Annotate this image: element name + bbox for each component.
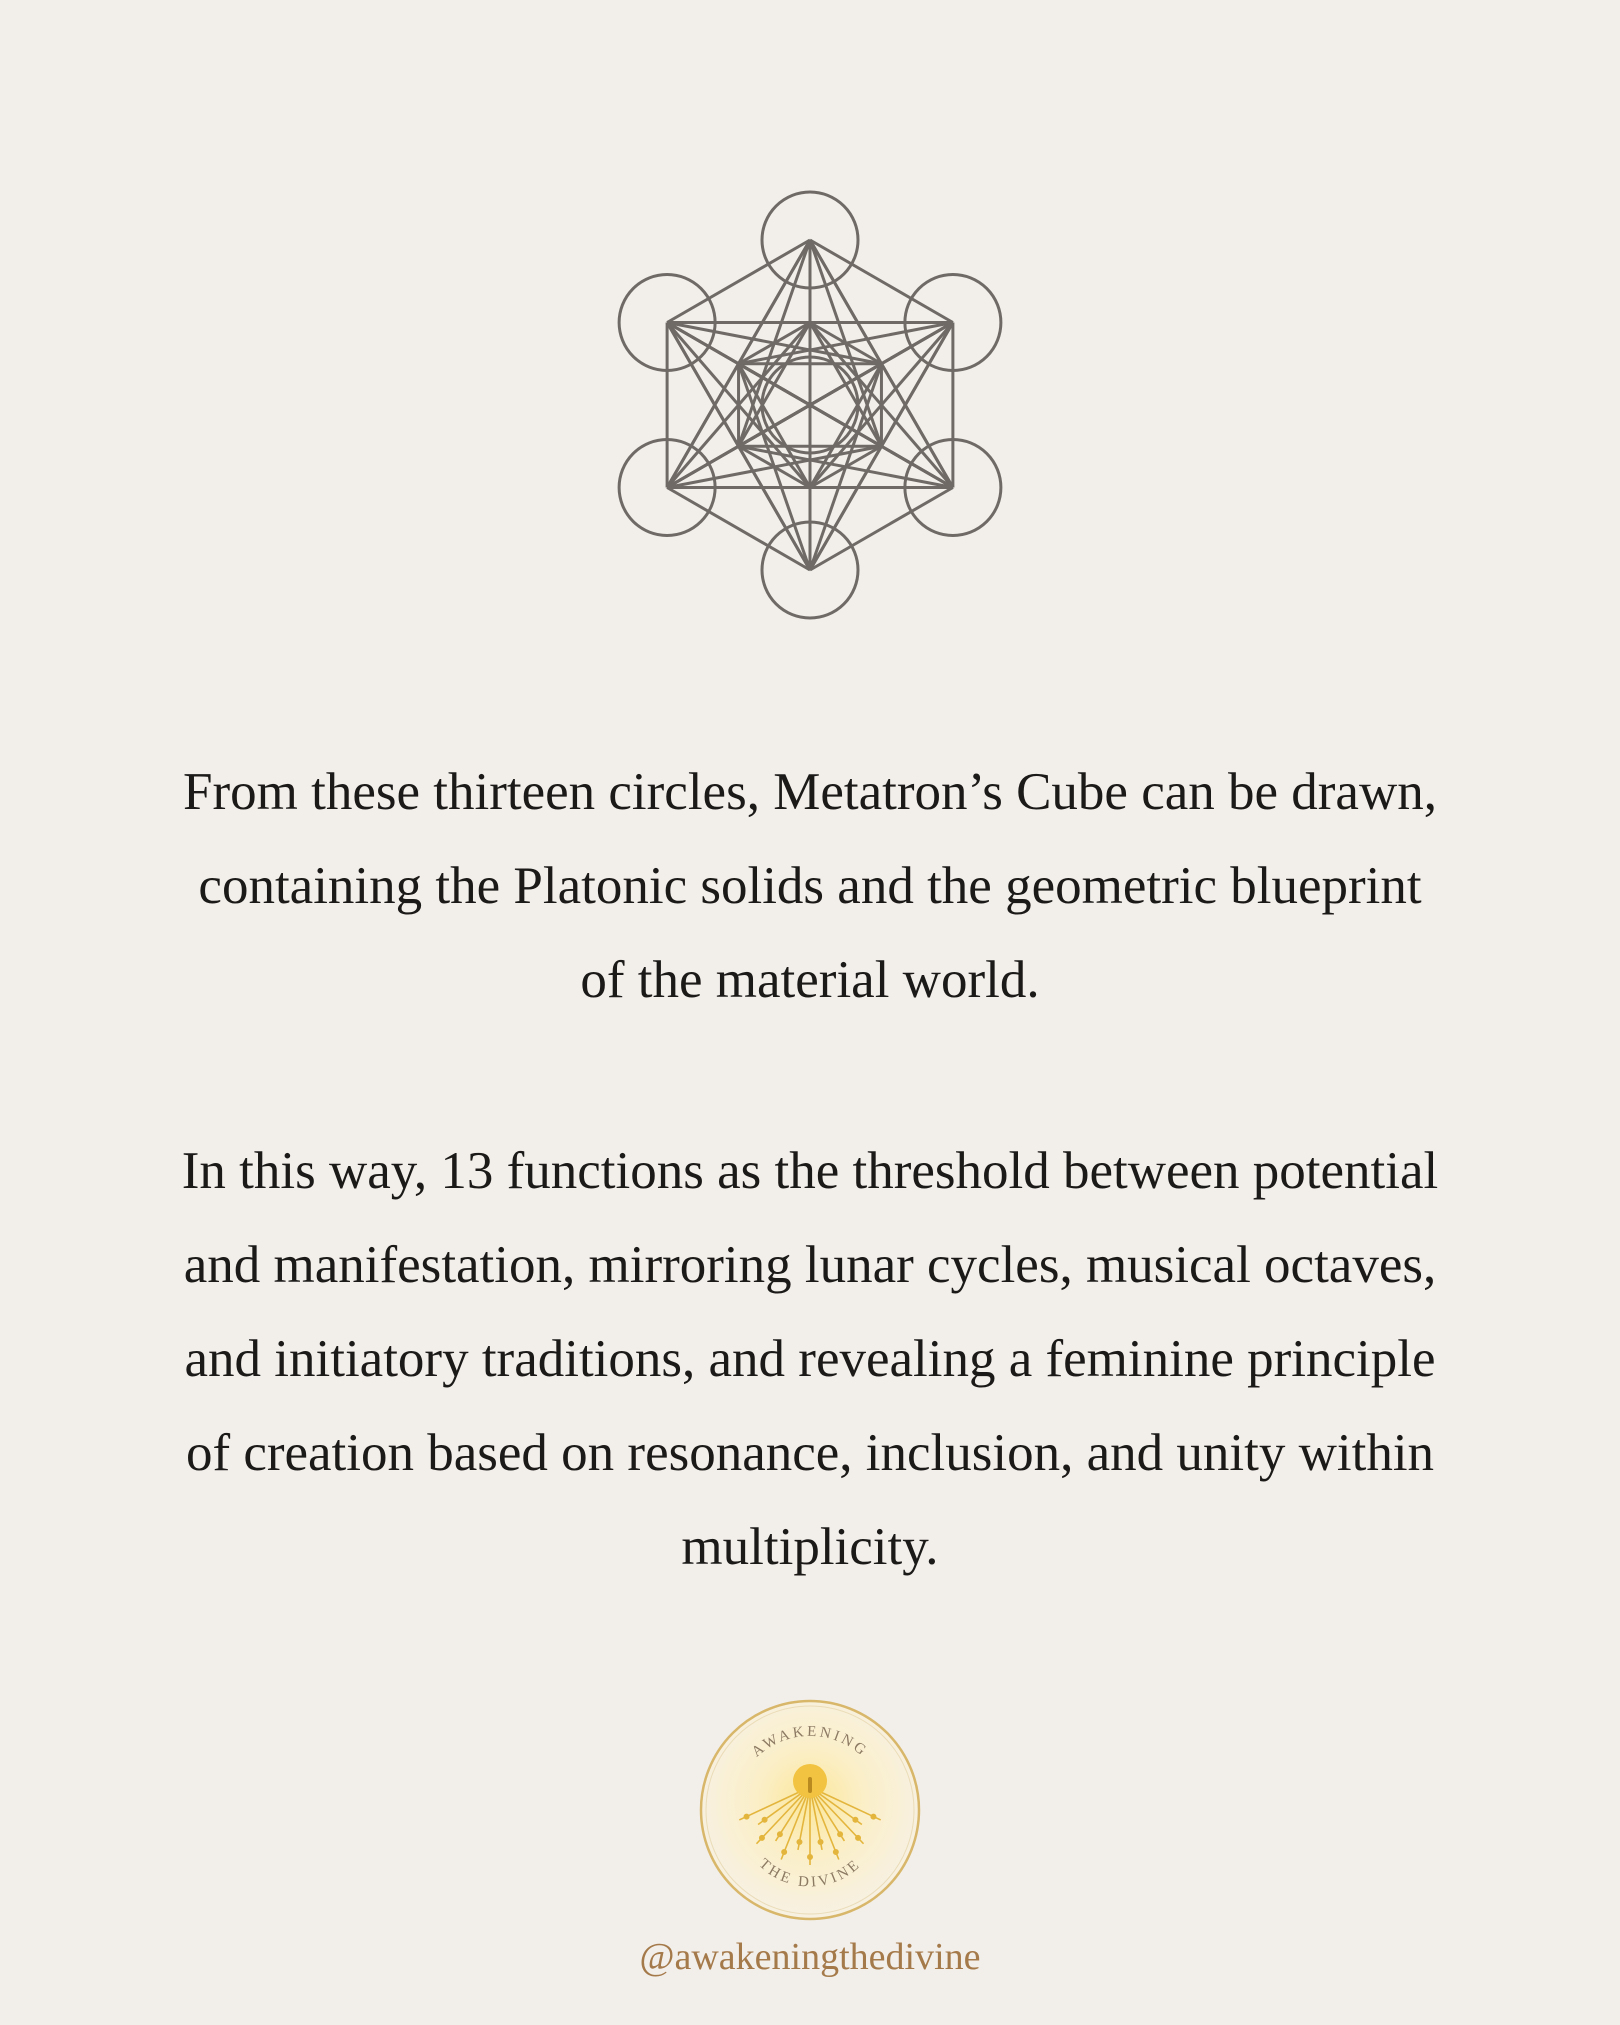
- paragraph-line: multiplicity.: [681, 1518, 939, 1576]
- paragraph-line: From these thirteen circles, Metatron’s Cube can be drawn,: [183, 763, 1437, 821]
- paragraph-metatrons-cube: [90, 745, 1530, 1027]
- paragraph-threshold: [90, 1124, 1530, 1594]
- instagram-handle: @awakeningthedivine: [639, 1936, 981, 1978]
- logo-text-top: AWAKENING: [748, 1723, 871, 1761]
- candle-flame-icon: [808, 1777, 812, 1793]
- logo-text-bottom: THE DIVINE: [755, 1855, 865, 1891]
- sun-ray-dot: [853, 1818, 857, 1822]
- sun-ray-dot: [818, 1840, 822, 1844]
- sun-ray-dot: [782, 1850, 786, 1854]
- paragraph-line: of creation based on resonance, inclusion, and unity within: [185, 1424, 1435, 1482]
- sun-ray-dot: [808, 1855, 812, 1859]
- metatrons-cube-illustration: [580, 160, 1040, 650]
- paragraph-line: containing the Platonic solids and the geometric blueprint: [198, 857, 1422, 915]
- sun-ray-dot: [778, 1832, 782, 1836]
- metatron-line: [810, 240, 953, 323]
- paragraph-line: and initiatory traditions, and revealing a feminine principle: [184, 1330, 1436, 1388]
- sun-ray-dot: [762, 1818, 766, 1822]
- metatron-line: [667, 488, 810, 571]
- paragraph-line: In this way, 13 functions as the threshold between potential: [181, 1142, 1439, 1200]
- sun-ray-dot: [744, 1814, 748, 1818]
- sun-ray-dot: [760, 1836, 764, 1840]
- paragraph-line: and manifestation, mirroring lunar cycles, musical octaves,: [183, 1236, 1437, 1294]
- sun-ray-dot: [871, 1814, 875, 1818]
- metatron-line: [667, 240, 810, 323]
- sun-ray-dot: [834, 1850, 838, 1854]
- sun-ray-dot: [838, 1832, 842, 1836]
- paragraph-line: of the material world.: [580, 951, 1040, 1009]
- awakening-the-divine-logo: [695, 1695, 925, 1925]
- sun-ray-dot: [856, 1836, 860, 1840]
- sun-ray-dot: [797, 1840, 801, 1844]
- metatron-line: [810, 488, 953, 571]
